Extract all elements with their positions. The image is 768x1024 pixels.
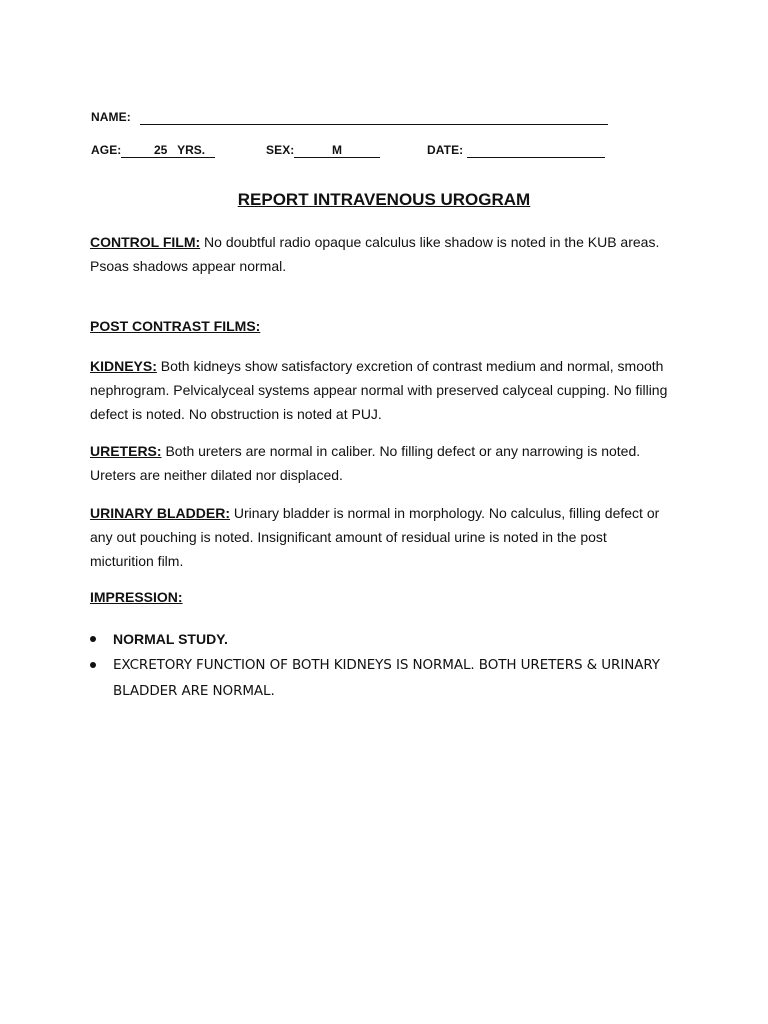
list-item bbox=[90, 626, 670, 652]
urinary-bladder-text: Urinary bladder is normal in morphology. No calculus, filling defect or any out pouching is noted. Insignificant amount of residual urine is noted in the post micturition film. bbox=[90, 505, 660, 569]
age-value: 25 YRS. bbox=[154, 143, 206, 157]
age-label: AGE: bbox=[91, 143, 122, 157]
date-label: DATE: bbox=[427, 143, 464, 157]
list-item bbox=[90, 652, 670, 704]
name-field-line[interactable] bbox=[140, 124, 608, 125]
sex-field-line[interactable] bbox=[294, 157, 380, 158]
urinary-bladder-heading: URINARY BLADDER: bbox=[90, 505, 230, 521]
impression-item-1: NORMAL STUDY. bbox=[113, 631, 228, 647]
urinary-bladder-section bbox=[90, 501, 670, 573]
kidneys-heading: KIDNEYS: bbox=[90, 358, 157, 374]
ureters-text: Both ureters are normal in caliber. No filling defect or any narrowing is noted. Ureters are neither dilated nor displaced. bbox=[90, 443, 641, 483]
sex-label: SEX: bbox=[266, 143, 295, 157]
control-film-text-2: Psoas shadows appear normal. bbox=[90, 258, 287, 274]
impression-heading: IMPRESSION: bbox=[90, 589, 183, 605]
impression-list bbox=[90, 626, 670, 704]
age-field-line[interactable] bbox=[121, 157, 215, 158]
kidneys-section bbox=[90, 354, 670, 426]
ureters-section bbox=[90, 439, 670, 487]
name-label: NAME: bbox=[91, 110, 131, 124]
bullet-icon bbox=[90, 636, 96, 642]
impression-item-2: EXCRETORY FUNCTION OF BOTH KIDNEYS IS NORMAL. BOTH URETERS & URINARY BLADDER ARE NORMAL. bbox=[113, 657, 660, 699]
bullet-icon bbox=[90, 662, 96, 668]
kidneys-text: Both kidneys show satisfactory excretion of contrast medium and normal, smooth nephrogram. Pelvicalyceal systems appear normal with preserved calyceal cupping. No filling defect is noted. No obstruction is noted at PUJ. bbox=[90, 358, 668, 422]
post-contrast-heading: POST CONTRAST FILMS: bbox=[90, 318, 261, 334]
ureters-heading: URETERS: bbox=[90, 443, 162, 459]
report-title: REPORT INTRAVENOUS UROGRAM bbox=[237, 190, 531, 209]
control-film-text: No doubtful radio opaque calculus like shadow is noted in the KUB areas. bbox=[200, 234, 660, 250]
control-film-section bbox=[90, 230, 670, 278]
control-film-heading: CONTROL FILM: bbox=[90, 234, 201, 250]
sex-value: M bbox=[332, 143, 342, 157]
date-field-line[interactable] bbox=[467, 157, 605, 158]
